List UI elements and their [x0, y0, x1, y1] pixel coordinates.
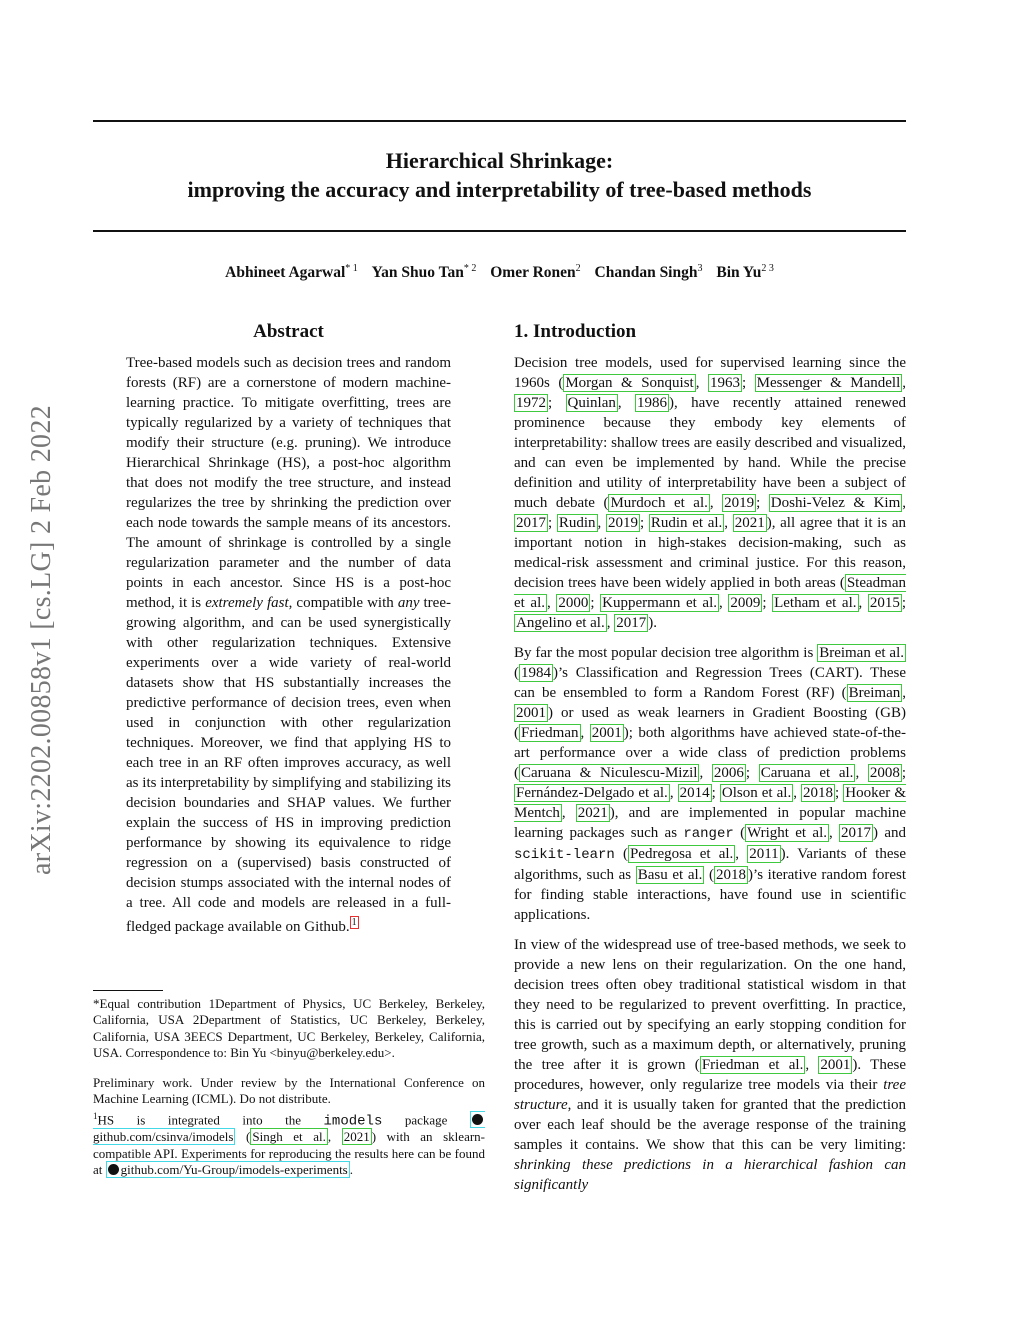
- package-name: ranger: [683, 826, 734, 842]
- abstract-body: Tree-based models such as decision trees and random forests (RF) are a cornerstone of modern machine-learning practice. To mitigate overfitting, trees are typically regularized by a variety of techniques that modify their structure (e.g. pruning). We introduce Hierarchical Shrinkage (HS), a post-hoc algorithm that does not modify the tree structure, and instead regularizes the tree by shrinking the prediction over each node towards the sample means of its ancestors. The amount of shrinkage is controlled by a single regularization parameter and the number of data points in each ancestor. Since HS is a post-hoc method, it is extremely fast, compatible with any tree-growing algorithm, and can be used synergistically with other regularization techniques. Extensive experiments over a wide variety of real-world datasets show that HS substantially increases the predictive performance of decision trees, even when used in conjunction with other regularization techniques. Moreover, we find that applying HS to each tree in an RF often improves accuracy, as well as its interpretability by simplifying and stabilizing its decision boundaries and SHAP values. We further explain the success of HS in improving prediction performance by showing its equivalence to ridge regression on a (supervised) basis constructed of decision stumps associated with the internal nodes of a tree. All code and models are released in a full-fledged package available on Github. $^1$: [126, 355, 451, 935]
- bottom-rule: [93, 230, 906, 232]
- text-run: ), and are implemented in popular machine learning packages such as: [514, 805, 906, 841]
- paper-title: [93, 146, 906, 204]
- text-run: ;: [548, 515, 557, 531]
- text-run: ,: [617, 395, 635, 411]
- text-run: ), have recently attained renewed prominence because they embody key elements of interpretability: shallow trees are easily described and visualized, and can even be implemented by hand. While the precise definition and utility of interpretability have been a subject of much debate (: [514, 395, 907, 511]
- citation-link[interactable]: Rudin et al.: [650, 515, 723, 531]
- citation-link[interactable]: 2014: [679, 785, 710, 801]
- citation-link[interactable]: 2009: [730, 595, 761, 611]
- text-run: ). Variants of these algorithms, such as: [514, 846, 906, 883]
- citation-link[interactable]: Quinlan: [567, 395, 616, 411]
- text-run: Decision tree models, used for supervised learning since the 1960s (: [514, 355, 906, 391]
- author-1: Abhineet Agarwal$^{* 1}$: [225, 263, 358, 282]
- text-run: ,: [855, 765, 868, 781]
- citation-link[interactable]: 2015: [869, 595, 900, 611]
- citation-link[interactable]: Angelino et al.: [516, 615, 605, 631]
- affiliations-note: *Equal contribution 1Department of Physics, UC Berkeley, Berkeley, California, USA 2Department of Statistics, UC Berkeley, Berkeley, California, USA 3EECS Department, UC Berkeley, Berkeley, California, USA. Correspondence to: Bin Yu <binyu@berkeley.edu>.: [93, 996, 485, 1060]
- intro-paragraph-3: [514, 935, 906, 1195]
- text-run: ,: [902, 375, 907, 391]
- introduction-heading: 1. Introduction: [514, 321, 637, 342]
- top-rule: [93, 120, 906, 122]
- citation-link[interactable]: Friedman et al.: [701, 1057, 804, 1073]
- citation-link[interactable]: 1963: [709, 375, 740, 391]
- citation-link[interactable]: 2001: [820, 1057, 851, 1073]
- abstract-column: [126, 320, 451, 937]
- text-run: ,: [695, 375, 708, 391]
- text-run: ) or used as weak learners in Gradient Boosting (GB) (: [514, 705, 906, 741]
- text-run: ,: [902, 495, 907, 511]
- citation-link[interactable]: 2001: [591, 725, 622, 741]
- abstract-heading: Abstract: [253, 321, 324, 342]
- text-run: (: [704, 867, 715, 883]
- text-run: ;: [590, 595, 601, 611]
- text-run: ,: [597, 515, 606, 531]
- emphasis-text: tree structure: [514, 1077, 906, 1113]
- citation-link[interactable]: Basu et al.: [637, 867, 703, 883]
- citation-link[interactable]: Rudin: [558, 515, 596, 531]
- text-run: ,: [805, 1057, 819, 1073]
- text-run: ;: [711, 785, 720, 801]
- text-run: (: [514, 665, 519, 681]
- text-run: ;: [901, 595, 907, 611]
- citation-link[interactable]: 2006: [713, 765, 744, 781]
- footnote-1: $^1$HS is integrated into the imodels package github.com/csinva/imodels ( Singh et al. , 2021 ) with an sklearn-compatible API. Experiments for reproducing the results here can be found at github.com/Yu-Group/imodels-experiments .: [93, 1110, 485, 1177]
- text-run: (: [733, 825, 746, 841]
- citation-link[interactable]: Caruana & Niculescu-Mizil: [521, 765, 698, 781]
- text-run: ;: [756, 495, 769, 511]
- footnote-rule: [93, 990, 163, 991]
- text-run: ,: [858, 595, 868, 611]
- text-run: ;: [762, 595, 773, 611]
- citation-link[interactable]: Breiman et al.: [819, 645, 904, 661]
- citation-link[interactable]: 2008: [869, 765, 900, 781]
- citation-link[interactable]: Letham et al.: [774, 595, 857, 611]
- citation-link[interactable]: 2017: [616, 615, 647, 631]
- package-name: scikit-learn: [514, 847, 615, 863]
- text-run: ,: [709, 495, 723, 511]
- text-run: ,: [724, 515, 733, 531]
- text-run: ,: [580, 725, 590, 741]
- citation-link[interactable]: 2017: [516, 515, 546, 531]
- citation-link[interactable]: Kuppermann et al.: [602, 595, 717, 611]
- title-line-1: Hierarchical Shrinkage:: [385, 148, 614, 173]
- citation-link[interactable]: Steadman et al.: [514, 575, 906, 611]
- text-run: ;: [548, 395, 566, 411]
- citation-link[interactable]: 1986: [636, 395, 667, 411]
- citation-link[interactable]: Pedregosa et al.: [629, 846, 734, 862]
- intro-paragraph-1: [514, 353, 906, 633]
- citation-link[interactable]: Morgan & Sonquist: [565, 375, 694, 391]
- text-run: ;: [745, 765, 759, 781]
- text-run: By far the most popular decision tree algorithm is: [514, 645, 818, 661]
- citation-link[interactable]: Murdoch et al.: [610, 495, 708, 511]
- text-run: ); both algorithms have achieved state-of-the-art performance over a wide class of prediction problems (: [514, 725, 907, 781]
- introduction-column: [514, 320, 906, 1205]
- text-run: ,: [606, 615, 615, 631]
- citation-link[interactable]: 2021: [343, 1129, 370, 1145]
- imodels-package-name: imodels: [323, 1113, 383, 1130]
- text-run: ), all agree that it is an important notion in high-stakes decision-making, such as medical-risk assessment and criminal justice. For this reason, decision trees have been widely applied in both areas (: [514, 515, 907, 591]
- citation-link[interactable]: Breiman: [848, 685, 901, 701]
- citation-link[interactable]: 2019: [607, 515, 638, 531]
- text-run: ).: [648, 615, 657, 631]
- citation-link[interactable]: 2021: [577, 805, 608, 821]
- text-run: ,: [699, 765, 712, 781]
- citation-link[interactable]: 2000: [558, 595, 589, 611]
- footnotes: [93, 996, 485, 1178]
- author-list: [93, 263, 906, 282]
- citation-link[interactable]: 2001: [516, 705, 546, 721]
- intro-paragraph-2: [514, 643, 906, 925]
- citation-link[interactable]: 1972: [516, 395, 546, 411]
- emphasis-text: shrinking these predictions in a hierarchical fashion can significantly: [514, 1157, 906, 1193]
- text-run: , and it is usually taken for granted that the prediction over each leaf should be the average response of the training samples it contains. We show that this can be very limiting:: [514, 1097, 906, 1153]
- text-run: ,: [547, 595, 557, 611]
- title-line-2: improving the accuracy and interpretability of tree-based methods: [187, 177, 812, 202]
- github-icon: [108, 1164, 119, 1175]
- author-2: Yan Shuo Tan$^{* 2}$: [371, 263, 477, 282]
- citation-link[interactable]: Caruana et al.: [760, 765, 854, 781]
- citation-link[interactable]: Wright et al.: [747, 825, 827, 841]
- github-icon: [472, 1114, 483, 1125]
- text-run: )’s Classification and Regression Trees (CART). These can be ensembled to form a Random Forest (RF) (: [514, 665, 906, 701]
- text-run: ). These procedures, however, only regularize tree models via their: [514, 1057, 906, 1093]
- text-run: ;: [639, 515, 649, 531]
- citation-link[interactable]: 2011: [749, 846, 779, 862]
- citation-link[interactable]: 1984: [521, 665, 551, 681]
- citation-link[interactable]: Singh et al.: [252, 1129, 326, 1145]
- citation-link[interactable]: Doshi-Velez & Kim: [770, 495, 901, 511]
- text-run: In view of the widespread use of tree-based methods, we seek to provide a new lens on their regularization. On the one hand, decision trees often obey traditional statistical wisdom in that they need to be regularized to prevent overfitting. In practice, this is carried out by specifying an early stopping condition for tree growth, such as a maximum depth, or alternatively, pruning the tree after it is grown (: [514, 937, 906, 1073]
- citation-link[interactable]: Friedman: [521, 725, 579, 741]
- preliminary-note: Preliminary work. Under review by the International Conference on Machine Learning (ICML). Do not distribute.: [93, 1075, 485, 1107]
- citation-link[interactable]: 2017: [841, 825, 872, 841]
- citation-link[interactable]: Hooker & Mentch: [514, 785, 906, 821]
- imodels-repo-link[interactable]: github.com/csinva/imodels: [93, 1111, 485, 1145]
- text-run: ,: [669, 785, 678, 801]
- citation-link[interactable]: 2018: [803, 785, 834, 801]
- author-5: Bin $Yu^{2 3}$: [716, 263, 774, 282]
- text-run: ,: [828, 825, 840, 841]
- citation-link[interactable]: 2019: [724, 495, 755, 511]
- footnote-link[interactable]: 1: [351, 917, 357, 928]
- citation-link[interactable]: Fernández-Delgado et al.: [516, 785, 668, 801]
- text-run: ,: [561, 805, 576, 821]
- text-run: ,: [719, 595, 729, 611]
- citation-link[interactable]: Messenger & Mandell: [756, 375, 901, 391]
- arxiv-identifier[interactable]: arXiv:2202.00858v1 [cs.LG] 2 Feb 2022: [26, 405, 57, 875]
- citation-link[interactable]: 2018: [716, 867, 747, 883]
- text-run: ,: [735, 846, 748, 862]
- experiments-repo-link[interactable]: github.com/Yu-Group/imodels-experiments: [106, 1161, 350, 1178]
- text-run: )’s iterative random forest for finding stable interactions, have found use in scientific applications.: [514, 867, 906, 923]
- citation-link[interactable]: 2021: [734, 515, 765, 531]
- author-4: Chandan Singh$^3$: [594, 263, 703, 282]
- text-run: ;: [835, 785, 844, 801]
- text-run: ,: [902, 685, 906, 701]
- text-run: (: [614, 846, 628, 862]
- text-run: ,: [793, 785, 802, 801]
- text-run: ) and: [873, 825, 907, 841]
- author-3: Omer Ronen$^2$: [490, 263, 581, 282]
- text-run: ;: [901, 765, 907, 781]
- citation-link[interactable]: Olson et al.: [721, 785, 792, 801]
- text-run: ;: [741, 375, 755, 391]
